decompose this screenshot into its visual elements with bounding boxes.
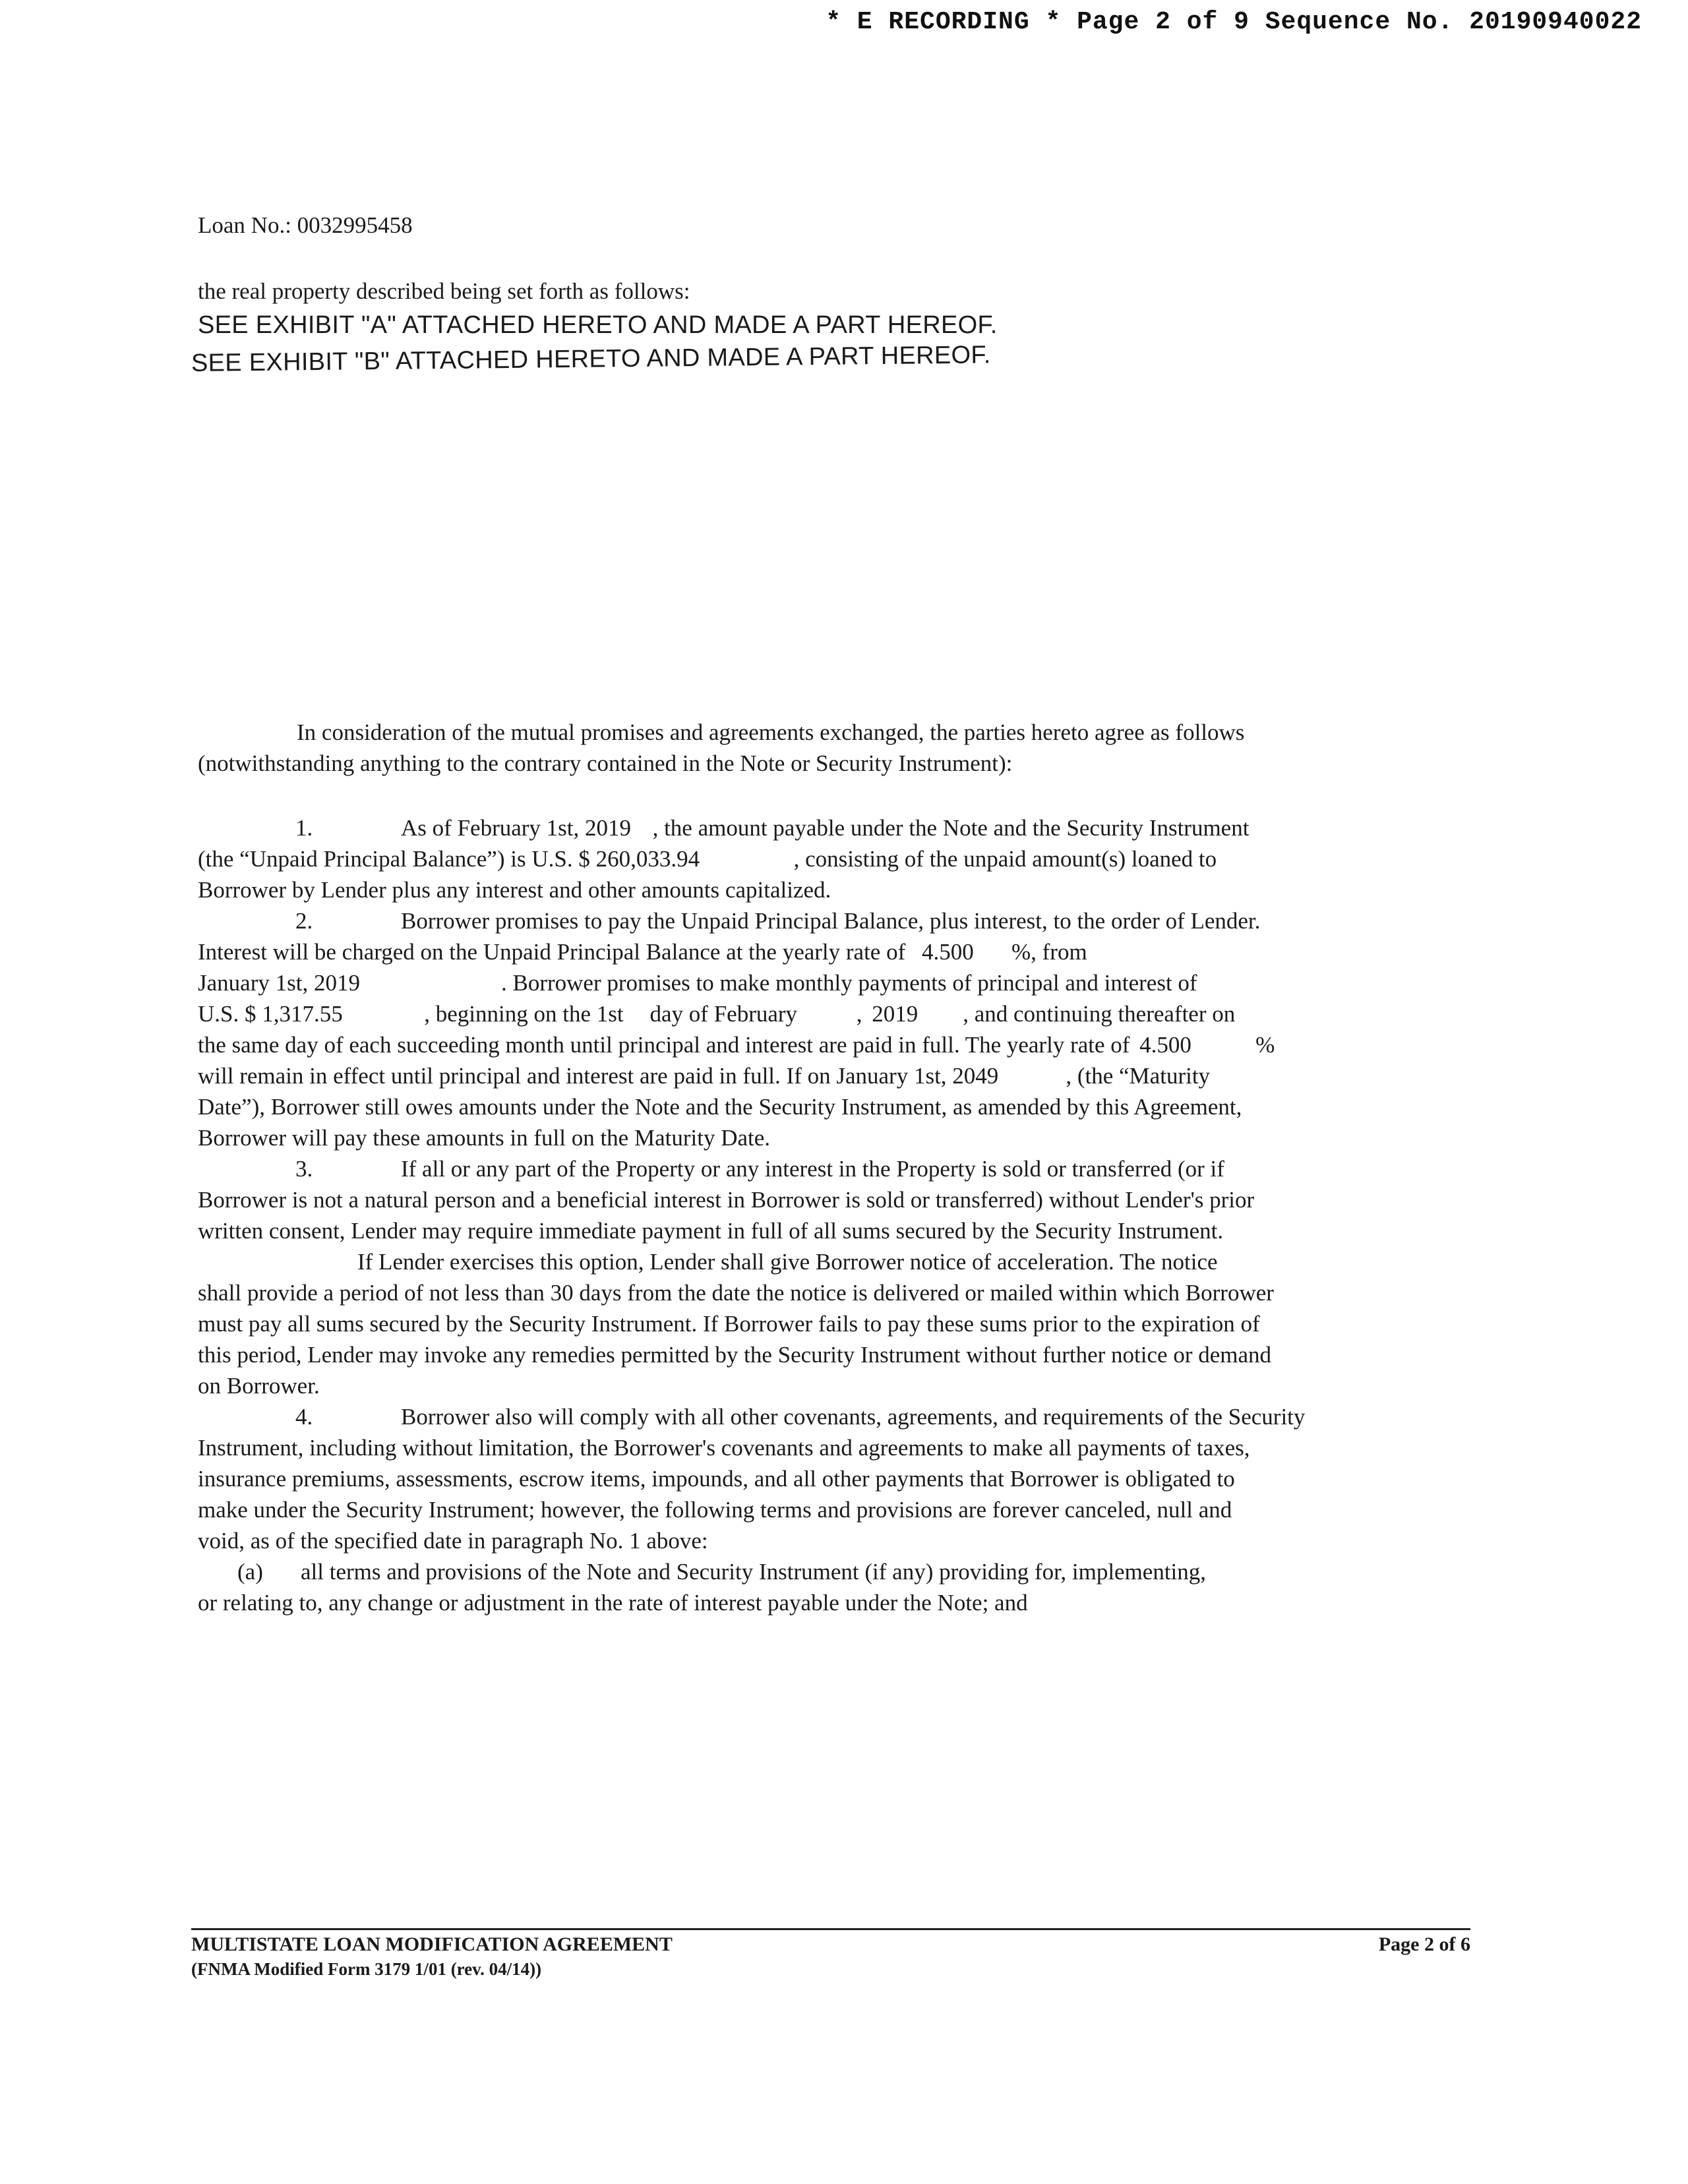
para-3-line-1: [198, 1153, 1470, 1184]
footer-title: MULTISTATE LOAN MODIFICATION AGREEMENT: [191, 1933, 673, 1955]
footer-divider: [191, 1928, 1470, 1930]
para-3-line-2: Borrower is not a natural person and a beneficial interest in Borrower is sold or transferred) without Lender's prior: [198, 1187, 1255, 1213]
para-1-line-2-a: (the “Unpaid Principal Balance”) is U.S. $: [198, 846, 590, 872]
monthly-payment: 1,317.55: [262, 1001, 343, 1027]
para-1-line-2-b: , consisting of the unpaid amount(s) loaned to: [793, 846, 1217, 872]
para-2-line-2-b: %, from: [1011, 939, 1087, 965]
para-2-number: 2.: [295, 908, 313, 934]
para-3-line-8: on Borrower.: [198, 1373, 320, 1399]
para-2-line-6-a: will remain in effect until principal and interest are paid in full. If on: [198, 1063, 831, 1089]
para-4-line-1: [198, 1401, 1470, 1432]
intro-line-2: (notwithstanding anything to the contrary contained in the Note or Security Instrument):: [198, 750, 1013, 776]
para-4a-line-2: or relating to, any change or adjustment in the rate of interest payable under the Note; and: [198, 1590, 1028, 1616]
para-1-line-1: [198, 812, 1470, 843]
footer-page-number: Page 2 of 6: [1378, 1933, 1470, 1955]
para-2-line-6: [198, 1060, 1470, 1091]
para-1-date: February 1st, 2019: [457, 815, 632, 841]
para-2-line-4-e: , and continuing thereafter on: [963, 1001, 1236, 1027]
para-1-number: 1.: [295, 815, 313, 841]
para-3-line-7: this period, Lender may invoke any remedies permitted by the Security Instrument without further notice or demand: [198, 1342, 1272, 1368]
para-2-line-1: [198, 905, 1470, 936]
agreement-terms: [198, 812, 1470, 1618]
para-4-number: 4.: [295, 1404, 313, 1430]
property-intro: the real property described being set forth as follows:: [198, 278, 690, 304]
para-4a-label: (a): [237, 1559, 263, 1585]
intro-line-1: In consideration of the mutual promises and agreements exchanged, the parties hereto agree as follows: [297, 719, 1245, 745]
para-2-line-3-b: . Borrower promises to make monthly payments of principal and interest of: [501, 970, 1197, 996]
para-2-line-8: Borrower will pay these amounts in full on the Maturity Date.: [198, 1125, 771, 1151]
para-3-number: 3.: [295, 1156, 313, 1182]
para-4-line-2: Instrument, including without limitation, the Borrower's covenants and agreements to make all payments of taxes,: [198, 1435, 1250, 1461]
para-2-line-2: [198, 936, 1470, 967]
interest-rate-repeat: 4.500: [1139, 1032, 1191, 1058]
para-3-line-3: written consent, Lender may require immediate payment in full of all sums secured by the Security Instrument.: [198, 1218, 1224, 1244]
para-2-line-4-a: U.S. $: [198, 1001, 256, 1027]
loan-number-label: Loan No.:: [198, 212, 291, 238]
para-4-line-4: make under the Security Instrument; however, the following terms and provisions are forever canceled, null and: [198, 1497, 1232, 1523]
exhibit-a-reference: SEE EXHIBIT "A" ATTACHED HERETO AND MADE A PART HEREOF.: [198, 311, 998, 339]
interest-rate: 4.500: [922, 939, 974, 965]
para-3-line-4-text: If Lender exercises this option, Lender shall give Borrower notice of acceleration. The notice: [357, 1249, 1218, 1275]
payment-month: February: [713, 1001, 798, 1027]
footer-form-number: (FNMA Modified Form 3179 1/01 (rev. 04/14)): [191, 1959, 542, 1979]
para-2-line-1-text: Borrower promises to pay the Unpaid Principal Balance, plus interest, to the order of Lender.: [401, 908, 1261, 934]
para-1-line-1-rest: , the amount payable under the Note and the Security Instrument: [652, 815, 1250, 841]
para-4a-line-1-text: all terms and provisions of the Note and Security Instrument (if any) providing for, implementing,: [301, 1559, 1207, 1585]
para-2-line-2-a: Interest will be charged on the Unpaid Principal Balance at the yearly rate of: [198, 939, 906, 965]
para-2-line-5: [198, 1029, 1470, 1060]
para-4a-line-1: [198, 1556, 1470, 1587]
para-4-line-1-text: Borrower also will comply with all other covenants, agreements, and requirements of the Security: [401, 1404, 1306, 1430]
para-3-line-6: must pay all sums secured by the Security Instrument. If Borrower fails to pay these sums prior to the expiration of: [198, 1311, 1260, 1337]
payment-day: 1st: [596, 1001, 624, 1027]
para-3-line-4: [198, 1246, 1470, 1277]
para-1-line-2: [198, 843, 1470, 874]
recording-header: * E RECORDING * Page 2 of 9 Sequence No. 20190940022: [826, 8, 1642, 36]
para-3-line-1-text: If all or any part of the Property or any interest in the Property is sold or transferred (or if: [401, 1156, 1224, 1182]
unpaid-principal-balance: 260,033.94: [595, 846, 700, 872]
payment-year: 2019: [872, 1001, 919, 1027]
exhibit-b-reference: SEE EXHIBIT "B" ATTACHED HERETO AND MADE A PART HEREOF.: [191, 341, 991, 377]
para-3-line-5: shall provide a period of not less than 30 days from the date the notice is delivered or mailed within which Borrower: [198, 1280, 1274, 1306]
para-2-line-3: [198, 967, 1470, 998]
maturity-date: January 1st, 2049: [836, 1063, 999, 1089]
para-4-line-3: insurance premiums, assessments, escrow items, impounds, and all other payments that Borrower is obligated to: [198, 1466, 1235, 1492]
para-2-line-4: [198, 998, 1470, 1029]
para-2-line-6-b: , (the “Maturity: [1066, 1063, 1211, 1089]
para-2-line-4-c: day of: [649, 1001, 708, 1027]
para-4-line-5: void, as of the specified date in paragraph No. 1 above:: [198, 1528, 708, 1554]
para-2-line-5-b: %: [1255, 1032, 1275, 1058]
loan-number-value: 0032995458: [297, 212, 413, 238]
para-2-line-4-b: , beginning on the: [424, 1001, 591, 1027]
para-1-line-3: Borrower by Lender plus any interest and other amounts capitalized.: [198, 877, 831, 903]
intro-paragraph: [198, 717, 1470, 779]
para-1-as-of: As of: [401, 815, 452, 841]
para-2-line-5-a: the same day of each succeeding month until principal and interest are paid in full. The yearly rate of: [198, 1032, 1130, 1058]
loan-number-line: [198, 210, 413, 241]
interest-start-date: January 1st, 2019: [198, 970, 360, 996]
para-2-line-4-d: ,: [856, 1001, 862, 1027]
para-2-line-7: Date”), Borrower still owes amounts under the Note and the Security Instrument, as amended by this Agreement,: [198, 1094, 1242, 1120]
